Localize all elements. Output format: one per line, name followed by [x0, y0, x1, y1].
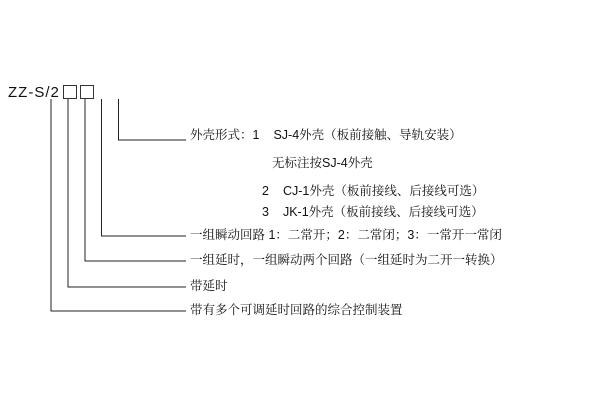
enclosure-option-3-line	[262, 205, 484, 220]
delay-and-instant-text: 一组延时，一组瞬动两个回路（一组延时为二开一转换）	[190, 253, 503, 267]
enclosure-option-2-num: 2	[262, 184, 269, 198]
enclosure-option-1-num: 1	[252, 128, 260, 142]
device-line	[190, 303, 403, 318]
instant-circuit-text: 一组瞬动回路 1：二常开；2：二常闭；3：一常开一常闭	[190, 228, 502, 242]
delay-and-instant-line	[190, 253, 503, 268]
delay-line	[190, 279, 228, 294]
model-code	[8, 84, 94, 101]
enclosure-note-line	[272, 156, 373, 171]
enclosure-option-3-num: 3	[262, 205, 269, 219]
delay-text: 带延时	[190, 279, 228, 293]
enclosure-form-label: 外壳形式：	[190, 128, 253, 142]
enclosure-form-line	[190, 128, 462, 143]
enclosure-option-3-text: JK-1外壳（板前接线、后接线可选）	[282, 205, 484, 219]
enclosure-option-2-line	[262, 184, 484, 199]
enclosure-option-1-text: SJ-4外壳（板前接触、导轨安装）	[273, 128, 462, 142]
instant-circuit-line	[190, 228, 502, 243]
enclosure-option-2-text: CJ-1外壳（板前接线、后接线可选）	[282, 184, 485, 198]
enclosure-option-default-text: 无标注按SJ-4外壳	[272, 156, 373, 170]
model-code-text: ZZ-S/2	[8, 84, 60, 101]
model-code-box-2	[80, 85, 94, 99]
model-code-box-1	[63, 85, 77, 99]
device-text: 带有多个可调延时回路的综合控制装置	[190, 303, 403, 317]
